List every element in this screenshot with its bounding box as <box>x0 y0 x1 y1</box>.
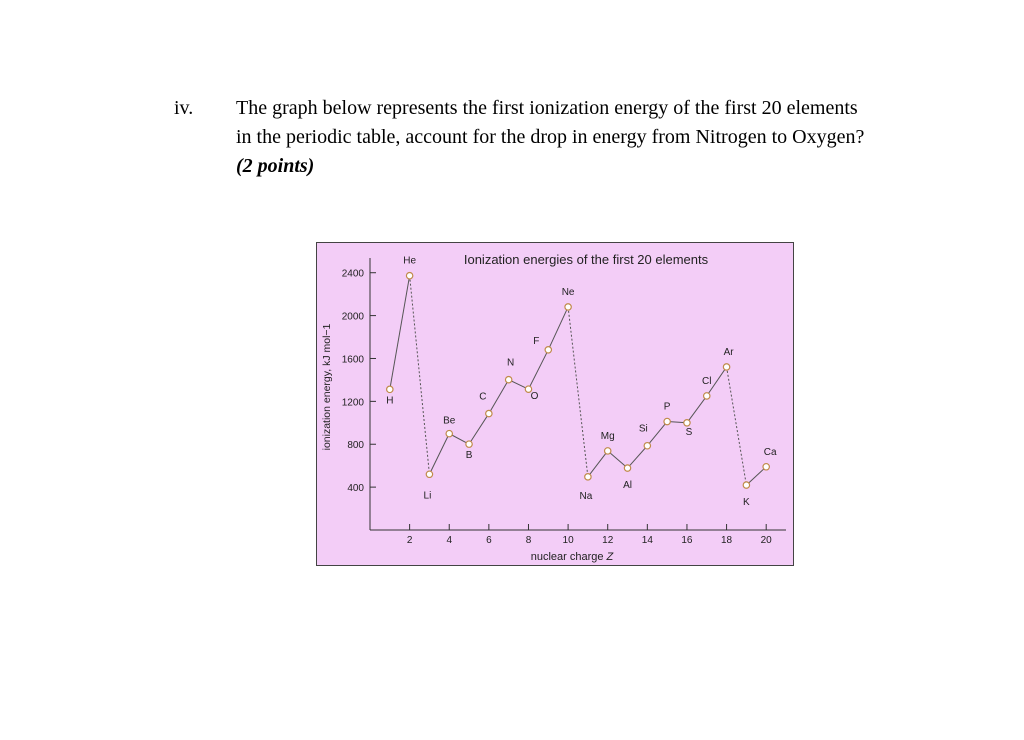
x-tick-label: 12 <box>602 535 614 546</box>
question-prompt: The graph below represents the first ionization energy of the first 20 elements in the periodic table, account for the drop in energy from Nitrogen to Oxygen? <box>236 97 865 148</box>
x-tick-label: 18 <box>721 535 733 546</box>
data-point-al <box>624 465 630 471</box>
element-label-mg: Mg <box>600 430 615 442</box>
element-label-cl: Cl <box>702 375 712 387</box>
x-tick-label: 4 <box>446 535 453 546</box>
data-point-b <box>466 441 472 447</box>
data-point-ar <box>723 364 729 370</box>
element-label-k: K <box>743 497 750 509</box>
x-tick-label: 20 <box>760 535 772 546</box>
data-point-c <box>486 410 492 416</box>
element-label-na: Na <box>579 490 593 502</box>
question-text <box>236 94 876 181</box>
y-tick-label: 1200 <box>341 397 364 409</box>
y-tick-label: 2000 <box>341 311 364 323</box>
y-axis-label: ionization energy, kJ mol−1 <box>321 323 333 451</box>
y-tick-label: 1600 <box>341 354 364 366</box>
data-point-na <box>585 474 591 480</box>
x-tick-label: 6 <box>486 535 492 546</box>
x-axis-label-variable: Z <box>606 551 614 563</box>
element-label-ar: Ar <box>723 346 734 358</box>
element-label-n: N <box>507 357 515 369</box>
question-points: (2 points) <box>236 155 315 177</box>
element-label-ca: Ca <box>763 446 777 458</box>
y-tick-label: 400 <box>347 483 364 495</box>
element-label-p: P <box>663 401 671 413</box>
data-point-p <box>664 418 670 424</box>
chart-title: Ionization energies of the first 20 elements <box>463 252 709 267</box>
x-axis-label-text: nuclear charge <box>530 551 604 563</box>
element-label-b: B <box>465 450 473 462</box>
question-number: iv. <box>174 97 194 119</box>
x-axis-label <box>531 551 615 563</box>
element-label-o: O <box>530 391 539 403</box>
element-label-be: Be <box>443 415 456 427</box>
x-tick-label: 8 <box>525 535 532 546</box>
data-point-ca <box>763 464 769 470</box>
x-tick-label: 16 <box>681 535 693 546</box>
x-tick-label: 2 <box>406 535 413 546</box>
element-label-he: He <box>403 255 417 267</box>
element-label-c: C <box>479 391 487 403</box>
y-tick-label: 800 <box>347 440 364 452</box>
data-point-f <box>545 347 551 353</box>
element-label-s: S <box>685 426 693 438</box>
element-label-ne: Ne <box>561 286 575 298</box>
data-point-n <box>505 377 511 383</box>
data-point-ne <box>565 304 571 310</box>
data-point-cl <box>704 393 710 399</box>
data-point-mg <box>605 448 611 454</box>
element-label-li: Li <box>423 490 432 502</box>
data-point-be <box>446 430 452 436</box>
data-point-he <box>406 273 412 279</box>
ionization-chart <box>316 242 794 566</box>
x-tick-label: 10 <box>562 535 574 546</box>
x-tick-label: 14 <box>641 535 653 546</box>
data-point-k <box>743 482 749 488</box>
y-tick-label: 2400 <box>341 268 364 280</box>
element-label-si: Si <box>638 423 648 435</box>
element-label-f: F <box>533 335 540 347</box>
element-label-al: Al <box>623 480 632 492</box>
chart-svg <box>316 242 794 566</box>
element-label-h: H <box>386 395 394 407</box>
data-point-h <box>387 386 393 392</box>
data-point-si <box>644 443 650 449</box>
data-point-s <box>684 420 690 426</box>
data-point-li <box>426 471 432 477</box>
